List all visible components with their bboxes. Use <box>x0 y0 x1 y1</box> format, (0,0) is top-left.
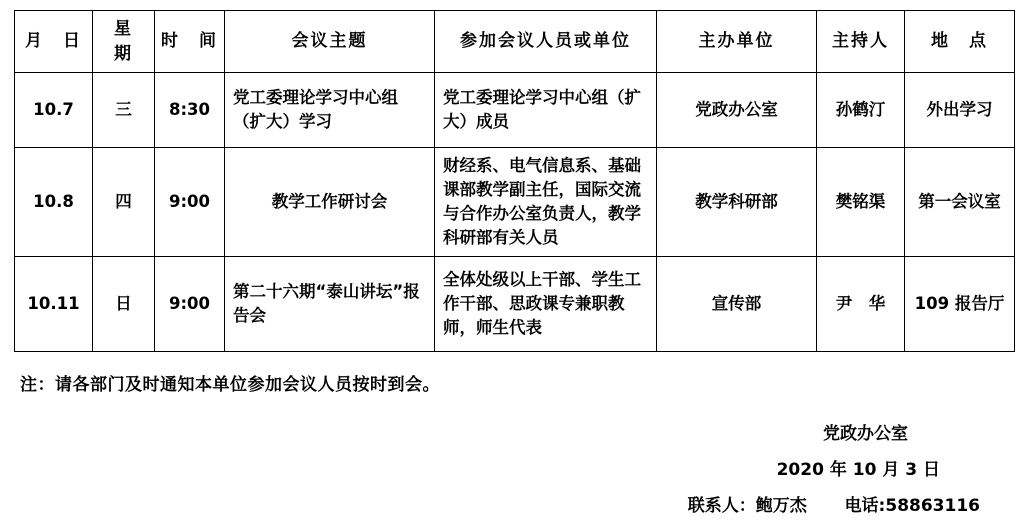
signature-block <box>14 417 1014 524</box>
table-row <box>15 73 1015 148</box>
column-header-date: 月 日 <box>15 11 93 73</box>
footer-note: 注：请各部门及时通知本单位参加会议人员按时到会。 <box>20 375 440 396</box>
cell-participants: 财经系、电气信息系、基础课部教学副主任，国际交流与合作办公室负责人，教学科研部有关人员 <box>435 148 657 257</box>
column-header-participants: 参加会议人员或单位 <box>435 11 657 73</box>
cell-weekday: 四 <box>93 148 155 257</box>
signature-date: 2020 年 10 月 3 日 <box>776 459 940 480</box>
cell-organizer: 党政办公室 <box>657 73 817 148</box>
cell-topic: 教学工作研讨会 <box>225 148 435 257</box>
table-header-row <box>15 11 1015 73</box>
cell-chair: 尹 华 <box>817 257 905 352</box>
cell-chair: 樊铭渠 <box>817 148 905 257</box>
signature-department: 党政办公室 <box>823 424 908 445</box>
meeting-schedule-table <box>14 10 1015 352</box>
cell-weekday: 日 <box>93 257 155 352</box>
cell-date: 10.7 <box>15 73 93 148</box>
cell-participants: 党工委理论学习中心组（扩大）成员 <box>435 73 657 148</box>
table-row <box>15 257 1015 352</box>
cell-location: 109 报告厅 <box>905 257 1015 352</box>
cell-organizer: 宣传部 <box>657 257 817 352</box>
cell-chair: 孙鹤汀 <box>817 73 905 148</box>
column-header-organizer: 主办单位 <box>657 11 817 73</box>
column-header-time: 时 间 <box>155 11 225 73</box>
signature-contact-line <box>14 489 980 524</box>
cell-topic: 第二十六期“泰山讲坛”报告会 <box>225 257 435 352</box>
cell-location: 第一会议室 <box>905 148 1015 257</box>
column-header-weekday: 星 期 <box>93 11 155 73</box>
cell-weekday: 三 <box>93 73 155 148</box>
cell-topic: 党工委理论学习中心组（扩大）学习 <box>225 73 435 148</box>
cell-date: 10.11 <box>15 257 93 352</box>
cell-time: 8:30 <box>155 73 225 148</box>
cell-participants: 全体处级以上干部、学生工作干部、思政课专兼职教师，师生代表 <box>435 257 657 352</box>
column-header-chair: 主持人 <box>817 11 905 73</box>
cell-time: 9:00 <box>155 148 225 257</box>
contact-person: 联系人：鲍万杰 <box>687 495 807 516</box>
contact-phone: 电话:58863116 <box>844 495 980 516</box>
table-body <box>15 73 1015 352</box>
cell-time: 9:00 <box>155 257 225 352</box>
cell-location: 外出学习 <box>905 73 1015 148</box>
cell-organizer: 教学科研部 <box>657 148 817 257</box>
column-header-location: 地 点 <box>905 11 1015 73</box>
table-row <box>15 148 1015 257</box>
table-header <box>15 11 1015 73</box>
column-header-topic: 会议主题 <box>225 11 435 73</box>
cell-date: 10.8 <box>15 148 93 257</box>
